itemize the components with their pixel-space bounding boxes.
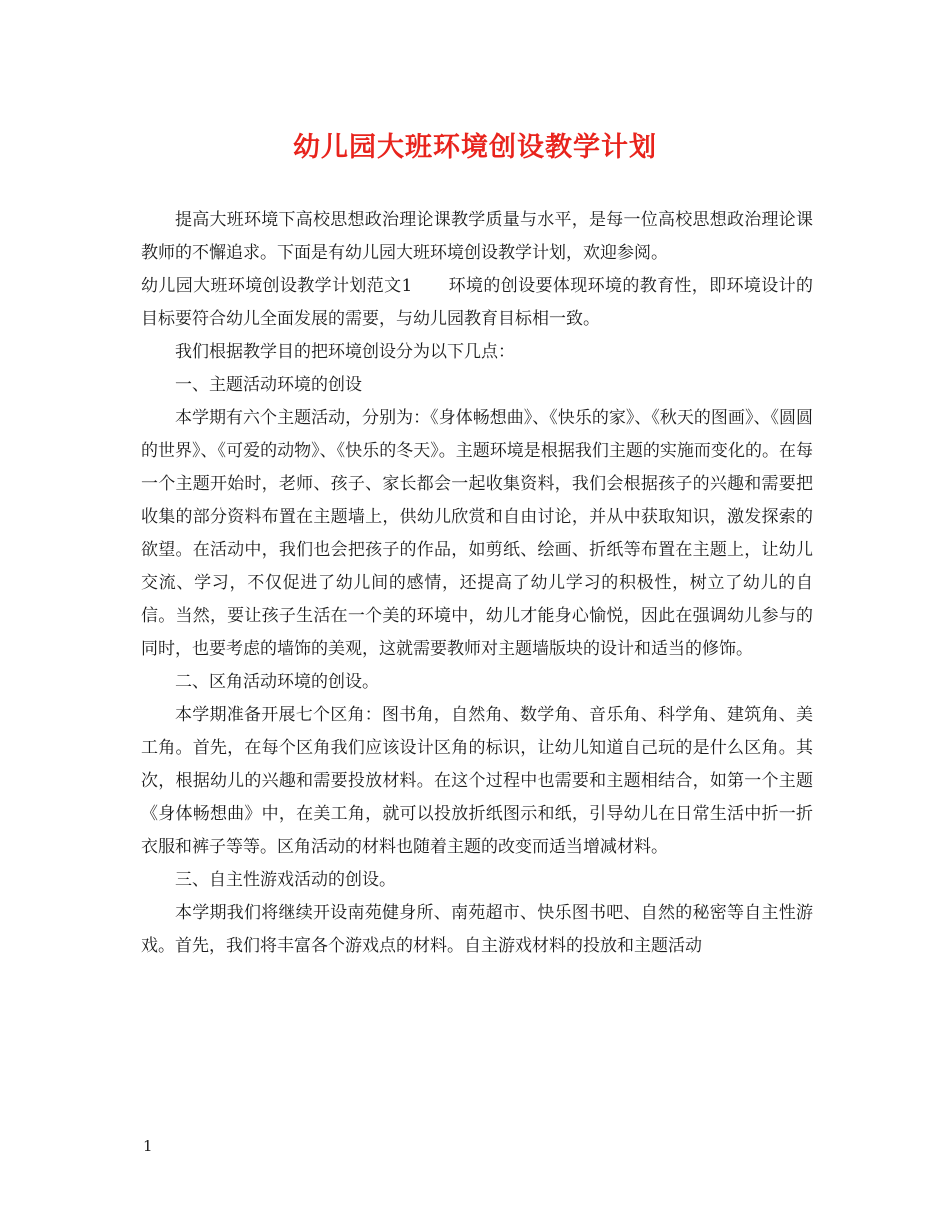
section-heading-theme: 一、主题活动环境的创设 xyxy=(175,375,362,395)
paragraph-intro: 提高大班环境下高校思想政治理论课教学质量与水平，是每一位高校思想政治理论课教师的不懈追求。下面是有幼儿园大班环境创设教学计划，欢迎参阅。 xyxy=(141,210,813,263)
document-body xyxy=(141,204,813,963)
sample-label: 幼儿园大班环境创设教学计划范文1 xyxy=(141,276,413,296)
paragraph-sample-heading xyxy=(141,270,813,336)
paragraph-game: 本学期我们将继续开设南苑健身所、南苑超市、快乐图书吧、自然的秘密等自主性游戏。首先，我们将丰富各个游戏点的材料。自主游戏材料的投放和主题活动 xyxy=(141,903,813,956)
page-number: 1 xyxy=(143,1137,153,1155)
paragraph-theme: 本学期有六个主题活动，分别为：《身体畅想曲》、《快乐的家》、《秋天的图画》、《圆圆的世界》、《可爱的动物》、《快乐的冬天》。主题环境是根据我们主题的实施而变化的。在每一个主题开始时，老师、孩子、家长都会一起收集资料，我们会根据孩子的兴趣和需要把收集的部分资料布置在主题墙上，供幼儿欣赏和自由讨论，并从中获取知识，激发探索的欲望。在活动中，我们也会把孩子的作品，如剪纸、绘画、折纸等布置在主题上，让幼儿交流、学习，不仅促进了幼儿间的感情，还提高了幼儿学习的积极性，树立了幼儿的自信。当然，要让孩子生活在一个美的环境中，幼儿才能身心愉悦，因此在强调幼儿参与的同时，也要考虑的墙饰的美观，这就需要教师对主题墙版块的设计和适当的修饰。 xyxy=(141,408,813,659)
sample-text: 环境的创设要体现环境的教育性，即环境设计的目标要符合幼儿全面发展的需要，与幼儿园教育目标相一致。 xyxy=(141,276,813,329)
document-title: 幼儿园大班环境创设教学计划 xyxy=(293,132,657,163)
section-heading-corner: 二、区角活动环境的创设。 xyxy=(175,672,379,692)
paragraph-plan-intro: 我们根据教学目的把环境创设分为以下几点： xyxy=(175,342,515,362)
paragraph-corner: 本学期准备开展七个区角：图书角，自然角、数学角、音乐角、科学角、建筑角、美工角。首先，在每个区角我们应该设计区角的标识，让幼儿知道自己玩的是什么区角。其次，根据幼儿的兴趣和需要投放材料。在这个过程中也需要和主题相结合，如第一个主题《身体畅想曲》中，在美工角，就可以投放折纸图示和纸，引导幼儿在日常生活中折一折衣服和裤子等等。区角活动的材料也随着主题的改变而适当增减材料。 xyxy=(141,705,813,857)
section-heading-game: 三、自主性游戏活动的创设。 xyxy=(175,870,396,890)
